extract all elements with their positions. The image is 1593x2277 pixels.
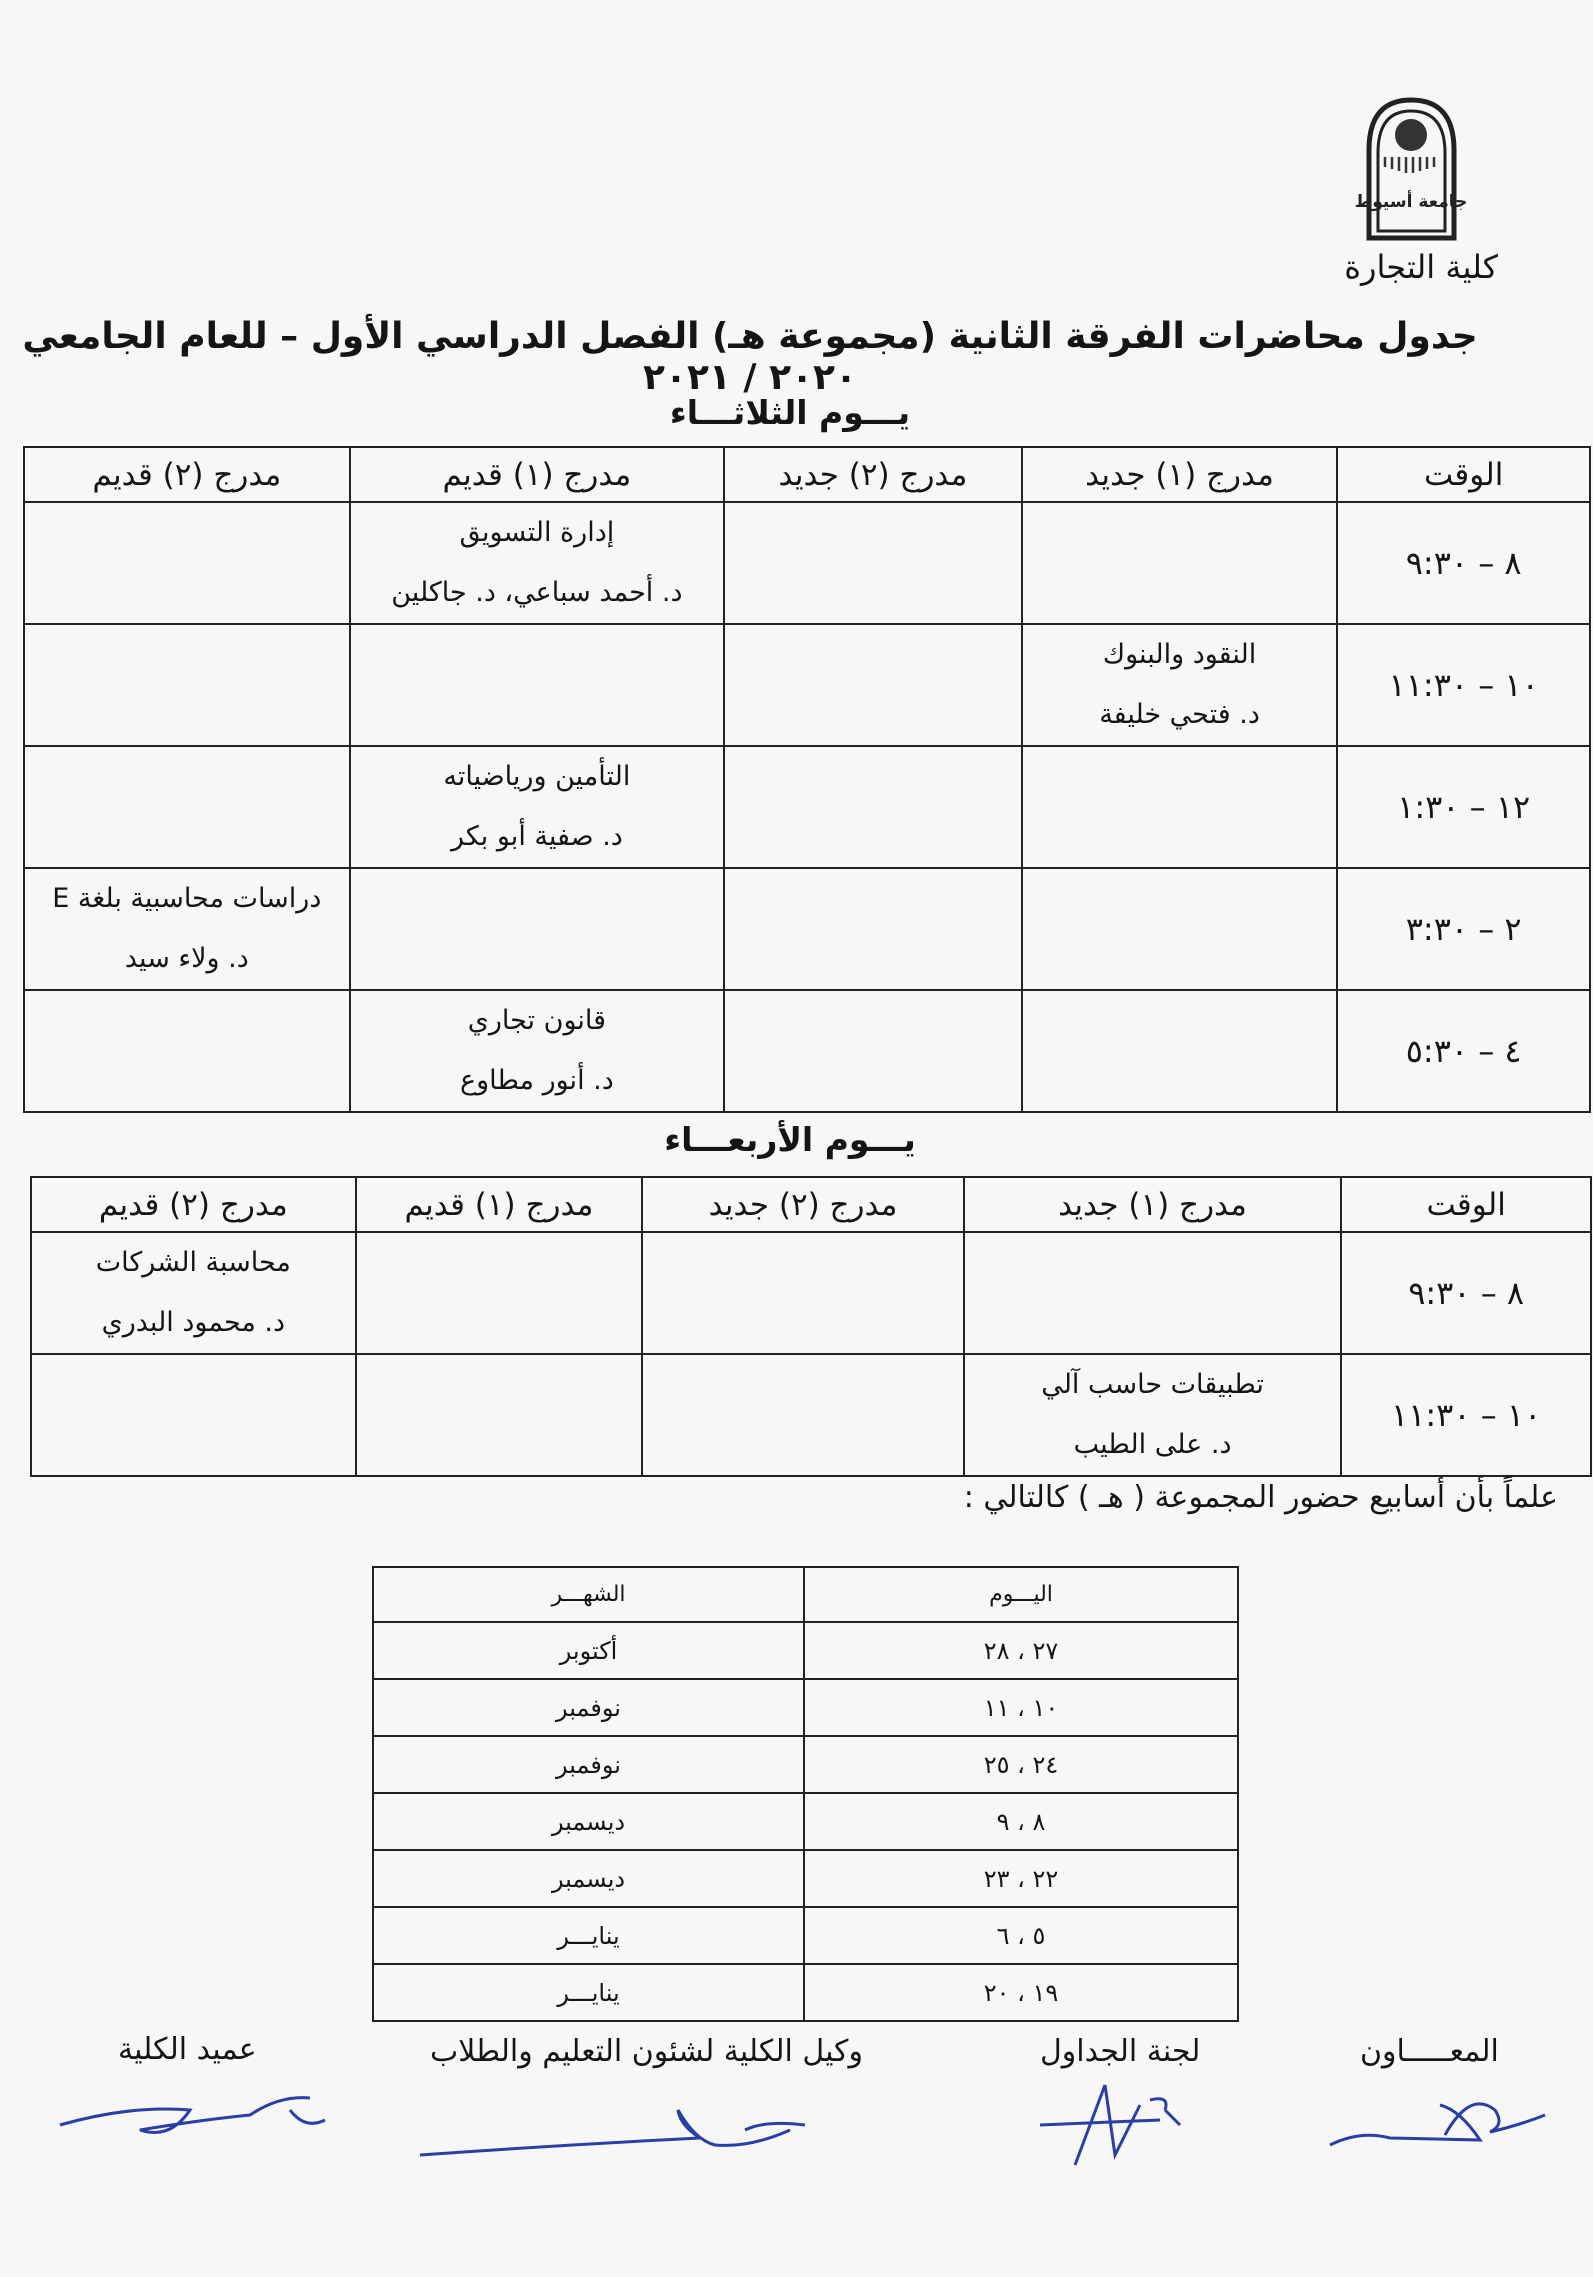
days-cell: ٨ ، ٩ [804, 1793, 1238, 1850]
lecture-cell [24, 624, 350, 746]
days-cell: ٢٢ ، ٢٣ [804, 1850, 1238, 1907]
lecture-cell [964, 1232, 1342, 1354]
month-cell: ديسمبر [373, 1850, 804, 1907]
lecture-cell [1022, 502, 1338, 624]
table-row [24, 746, 1590, 868]
university-logo [1354, 95, 1468, 240]
table-row [373, 1622, 1238, 1679]
lecture-cell [964, 1354, 1342, 1476]
lecture-cell [1022, 624, 1338, 746]
days-cell: ١٩ ، ٢٠ [804, 1964, 1238, 2021]
lecture-cell [350, 746, 725, 868]
table-row [24, 624, 1590, 746]
table-row [24, 868, 1590, 990]
column-header: مدرج (١) قديم [350, 447, 725, 502]
wednesday-label: يـــوم الأربعـــاء [664, 1120, 916, 1159]
lecture-cell [31, 1354, 356, 1476]
lecture-cell [24, 868, 350, 990]
column-header: مدرج (١) جديد [964, 1177, 1342, 1232]
lecture-cell [350, 990, 725, 1112]
table-row [373, 1679, 1238, 1736]
column-header: مدرج (٢) جديد [724, 447, 1022, 502]
table-header-row [373, 1567, 1238, 1622]
assistant-signature [1320, 2070, 1560, 2160]
course-name: قانون تجاري [467, 1005, 607, 1036]
lecture-cell [24, 502, 350, 624]
doctor-name: د. محمود البدري [101, 1307, 286, 1338]
column-header: مدرج (١) قديم [356, 1177, 643, 1232]
course-name: إدارة التسويق [459, 517, 615, 548]
column-header: اليـــوم [804, 1567, 1238, 1622]
time-slot: ٢ – ٣:٣٠ [1337, 868, 1590, 990]
vice-dean-signature-title: وكيل الكلية لشئون التعليم والطلاب [430, 2034, 863, 2069]
lecture-cell [350, 624, 725, 746]
month-cell: نوفمبر [373, 1679, 804, 1736]
time-slot: ٨ – ٩:٣٠ [1341, 1232, 1591, 1354]
table-row [24, 502, 1590, 624]
course-name: دراسات محاسبية بلغة E [52, 883, 322, 914]
doctor-name: د. صفية أبو بكر [450, 821, 623, 852]
logo-text: جامعة أسيوط [1354, 192, 1468, 212]
table-header-row [24, 447, 1590, 502]
days-cell: ٥ ، ٦ [804, 1907, 1238, 1964]
table-row [373, 1907, 1238, 1964]
tuesday-schedule-table [23, 446, 1591, 1113]
attendance-note: علماً بأن أسابيع حضور المجموعة ( هـ ) كالتالي : [963, 1480, 1558, 1515]
column-header: مدرج (٢) قديم [24, 447, 350, 502]
course-name: تطبيقات حاسب آلي [1041, 1369, 1264, 1400]
lecture-cell [350, 502, 725, 624]
course-name: النقود والبنوك [1102, 639, 1257, 670]
doctor-name: د. أنور مطاوع [460, 1065, 614, 1096]
column-header: مدرج (١) جديد [1022, 447, 1338, 502]
table-row [373, 1964, 1238, 2021]
lecture-cell [350, 868, 725, 990]
tuesday-label: يـــوم الثلاثـــاء [669, 393, 911, 432]
dean-signature [50, 2070, 340, 2160]
course-name: محاسبة الشركات [95, 1247, 291, 1278]
lecture-cell [24, 746, 350, 868]
lecture-cell [1022, 746, 1338, 868]
committee-signature [1020, 2065, 1220, 2175]
lecture-cell [724, 990, 1022, 1112]
lecture-cell [1022, 990, 1338, 1112]
time-slot: ٨ – ٩:٣٠ [1337, 502, 1590, 624]
dean-signature-title: عميد الكلية [118, 2032, 257, 2067]
lecture-cell [31, 1232, 356, 1354]
lecture-cell [724, 868, 1022, 990]
lecture-cell [356, 1354, 643, 1476]
time-slot: ١٢ – ١:٣٠ [1337, 746, 1590, 868]
column-header: الشهـــر [373, 1567, 804, 1622]
month-cell: نوفمبر [373, 1736, 804, 1793]
column-header: مدرج (٢) جديد [642, 1177, 964, 1232]
column-header: الوقت [1341, 1177, 1591, 1232]
lecture-cell [724, 502, 1022, 624]
table-row [31, 1354, 1591, 1476]
days-cell: ٢٧ ، ٢٨ [804, 1622, 1238, 1679]
doctor-name: د. على الطيب [1073, 1429, 1232, 1460]
month-cell: ديسمبر [373, 1793, 804, 1850]
lecture-cell [724, 746, 1022, 868]
table-row [373, 1736, 1238, 1793]
vice-dean-signature [410, 2090, 830, 2170]
table-header-row [31, 1177, 1591, 1232]
table-row [373, 1850, 1238, 1907]
attendance-weeks-table [372, 1566, 1239, 2022]
table-row [31, 1232, 1591, 1354]
wednesday-schedule-table [30, 1176, 1592, 1477]
page-title: جدول محاضرات الفرقة الثانية (مجموعة هـ) الفصل الدراسي الأول – للعام الجامعي ٢٠٢٠ / ٢٠٢١ [22, 316, 1478, 398]
doctor-name: د. ولاء سيد [124, 943, 249, 974]
month-cell: ينايـــر [373, 1907, 804, 1964]
lecture-cell [724, 624, 1022, 746]
committee-signature-title: لجنة الجداول [1040, 2034, 1201, 2069]
days-cell: ١٠ ، ١١ [804, 1679, 1238, 1736]
assistant-signature-title: المعـــــاون [1360, 2034, 1499, 2069]
lecture-cell [356, 1232, 643, 1354]
lecture-cell [1022, 868, 1338, 990]
column-header: الوقت [1337, 447, 1590, 502]
time-slot: ٤ – ٥:٣٠ [1337, 990, 1590, 1112]
time-slot: ١٠ – ١١:٣٠ [1337, 624, 1590, 746]
time-slot: ١٠ – ١١:٣٠ [1341, 1354, 1591, 1476]
course-name: التأمين ورياضياته [443, 761, 631, 792]
lecture-cell [24, 990, 350, 1112]
doctor-name: د. أحمد سباعي، د. جاكلين [391, 577, 683, 608]
table-row [24, 990, 1590, 1112]
month-cell: ينايـــر [373, 1964, 804, 2021]
lecture-cell [642, 1232, 964, 1354]
faculty-name: كلية التجارة [1344, 248, 1498, 286]
days-cell: ٢٤ ، ٢٥ [804, 1736, 1238, 1793]
table-row [373, 1793, 1238, 1850]
doctor-name: د. فتحي خليفة [1099, 699, 1260, 730]
month-cell: أكتوبر [373, 1622, 804, 1679]
column-header: مدرج (٢) قديم [31, 1177, 356, 1232]
lecture-cell [642, 1354, 964, 1476]
